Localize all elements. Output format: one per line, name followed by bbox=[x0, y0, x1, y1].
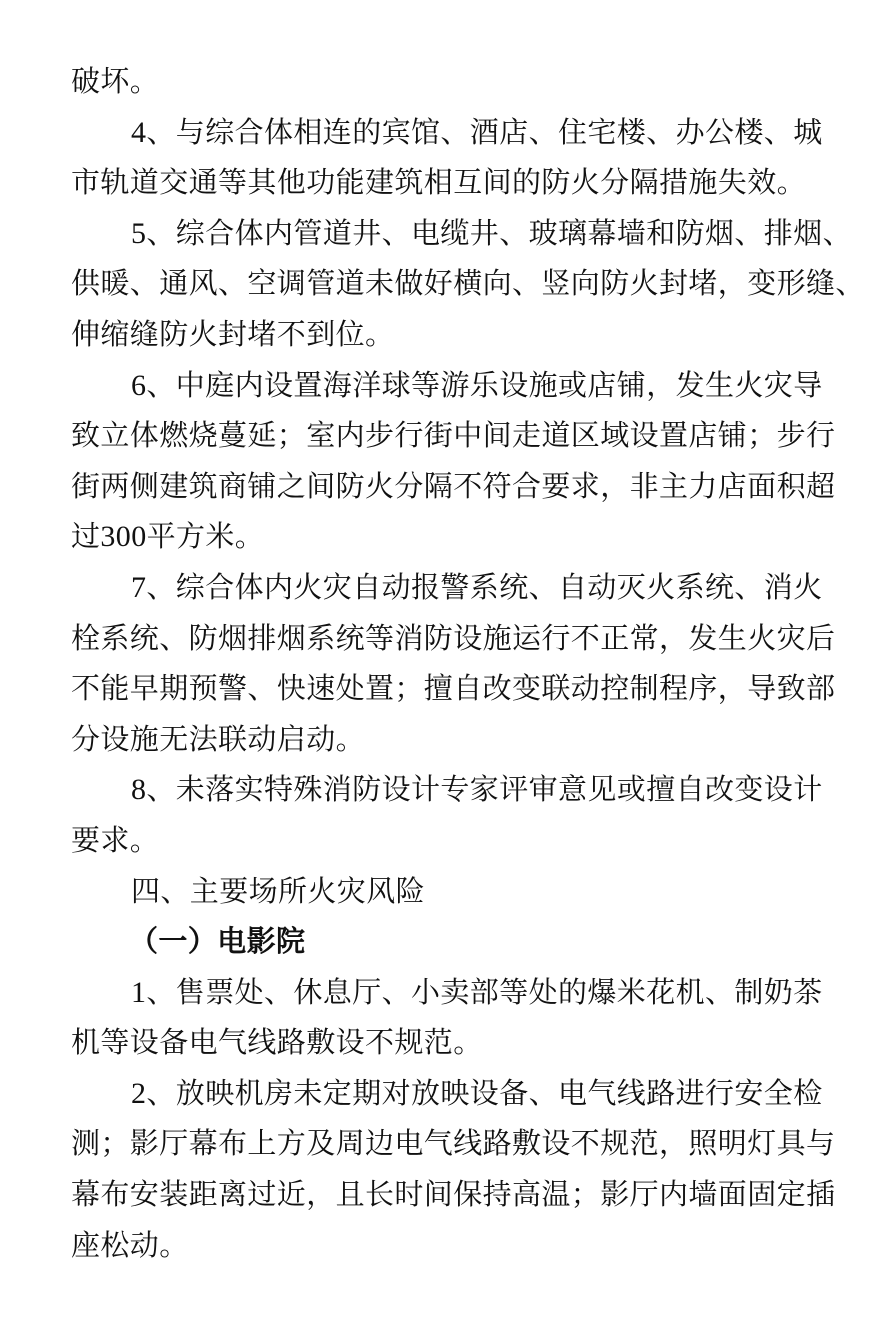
cinema-item-1-line-2 bbox=[71, 1017, 828, 1068]
text-line: 、放映机房未定期对放映设备、电气线路进行安全检 bbox=[146, 1075, 823, 1110]
area-number: 300 bbox=[100, 520, 147, 554]
cinema-item-2-line-1 bbox=[71, 1068, 828, 1119]
text-line: 座松动。 bbox=[71, 1227, 189, 1262]
item-6-line-4 bbox=[71, 511, 828, 562]
item-number: 2 bbox=[131, 1076, 147, 1110]
text-line: 分设施无法联动启动。 bbox=[71, 721, 366, 756]
item-number: 6 bbox=[131, 368, 147, 402]
item-number: 5 bbox=[131, 216, 147, 250]
text-line: 、综合体内火灾自动报警系统、自动灭火系统、消火 bbox=[146, 569, 823, 604]
item-7-line-4 bbox=[71, 714, 828, 765]
text-line: 、与综合体相连的宾馆、酒店、住宅楼、办公楼、城 bbox=[146, 114, 823, 149]
item-4-line-1 bbox=[71, 107, 828, 158]
text-line: 致立体燃烧蔓延；室内步行街中间走道区域设置店铺；步行 bbox=[71, 418, 836, 453]
item-6-line-2 bbox=[71, 410, 836, 461]
text-line: 不能早期预警、快速处置；擅自改变联动控制程序，导致部 bbox=[71, 671, 836, 706]
cinema-item-2-line-4 bbox=[71, 1220, 828, 1271]
item-6-line-1 bbox=[71, 360, 828, 411]
cinema-item-1-line-1 bbox=[71, 967, 828, 1018]
item-7-line-3 bbox=[71, 663, 836, 714]
text-line: 栓系统、防烟排烟系统等消防设施运行不正常，发生火灾后 bbox=[71, 620, 836, 655]
item-6-line-3 bbox=[71, 461, 836, 512]
item-number: 4 bbox=[131, 115, 147, 149]
text-line: 破坏。 bbox=[71, 64, 160, 98]
text-line: 伸缩缝防火封堵不到位。 bbox=[71, 316, 395, 351]
text-line: 供暖、通风、空调管道未做好横向、竖向防火封堵，变形缝、 bbox=[71, 266, 865, 301]
item-number: 7 bbox=[131, 570, 147, 604]
cinema-item-2-line-3 bbox=[71, 1169, 836, 1220]
text-line: 、中庭内设置海洋球等游乐设施或店铺，发生火灾导 bbox=[146, 367, 823, 402]
paragraph-3-end-line bbox=[71, 56, 828, 107]
text-line: 要求。 bbox=[71, 822, 160, 857]
item-number: 1 bbox=[131, 975, 147, 1009]
text-line: 街两侧建筑商铺之间防火分隔不符合要求，非主力店面积超 bbox=[71, 468, 836, 503]
item-5-line-3 bbox=[71, 309, 828, 360]
text-line: 过 bbox=[71, 519, 101, 554]
text-line: 、售票处、休息厅、小卖部等处的爆米花机、制奶茶 bbox=[146, 974, 823, 1009]
item-number: 8 bbox=[131, 773, 147, 807]
item-8-line-1 bbox=[71, 764, 828, 815]
section-title: 四、主要场所火灾风险 bbox=[131, 873, 426, 908]
text-line: 市轨道交通等其他功能建筑相互间的防火分隔措施失效。 bbox=[71, 165, 807, 200]
text-line: 、未落实特殊消防设计专家评审意见或擅自改变设计 bbox=[146, 772, 823, 807]
item-8-line-2 bbox=[71, 815, 828, 866]
text-line: 测；影厅幕布上方及周边电气线路敷设不规范，照明灯具与 bbox=[71, 1126, 836, 1161]
text-line: 平方米。 bbox=[146, 519, 265, 554]
item-4-line-2 bbox=[71, 157, 828, 208]
cinema-item-2-line-2 bbox=[71, 1118, 836, 1169]
text-line: 幕布安装距离过近，且长时间保持高温；影厅内墙面固定插 bbox=[71, 1177, 836, 1212]
text-line: 机等设备电气线路敷设不规范。 bbox=[71, 1025, 483, 1060]
subsection-heading bbox=[71, 916, 828, 967]
item-5-line-2 bbox=[71, 258, 865, 309]
subsection-title: （一）电影院 bbox=[129, 924, 306, 959]
item-7-line-1 bbox=[71, 562, 828, 613]
item-5-line-1 bbox=[71, 208, 853, 259]
item-7-line-2 bbox=[71, 613, 836, 664]
section-heading bbox=[71, 866, 828, 917]
text-line: 、综合体内管道井、电缆井、玻璃幕墙和防烟、排烟、 bbox=[146, 215, 853, 250]
document-page bbox=[71, 56, 865, 1270]
